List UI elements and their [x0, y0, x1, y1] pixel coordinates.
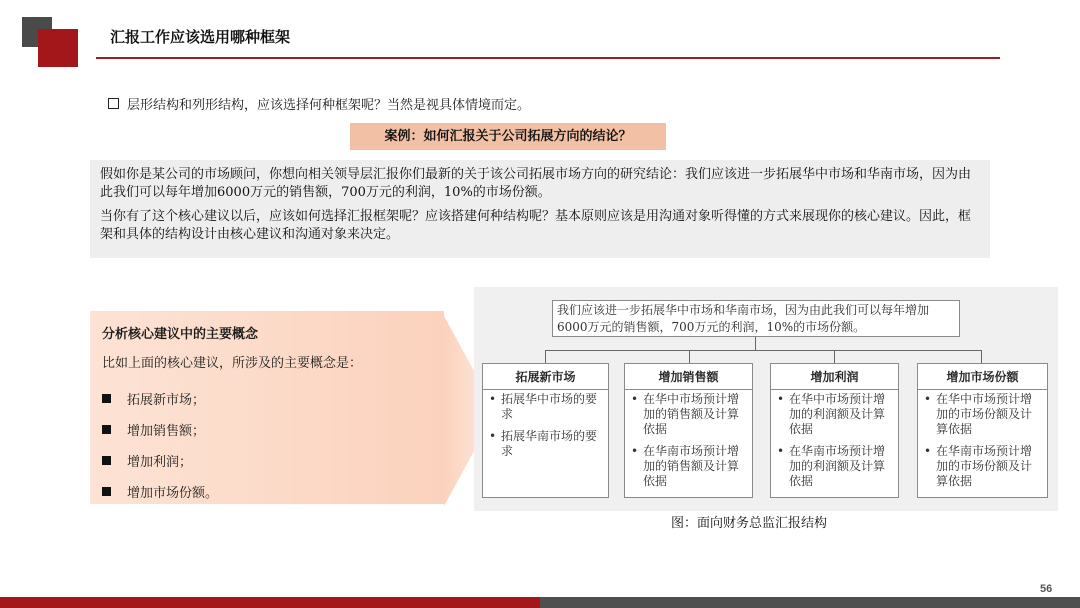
scenario-box [90, 160, 990, 258]
bullet-dot-icon: • [489, 392, 497, 406]
scenario-paragraph-2: 当你有了这个核心建议以后，应该如何选择汇报框架呢？应该搭建何种结构呢？基本原则应该是用沟通对象听得懂的方式来展现你的核心建议。因此，框架和具体的结构设计由核心建议和沟通对象来决定。 [100, 209, 972, 242]
page-title: 汇报工作应该选用哪种框架 [110, 28, 291, 46]
bullet-dot-icon: • [777, 444, 785, 458]
concept-item-label: 增加利润； [127, 455, 193, 470]
square-bullet-icon [102, 487, 111, 496]
diagram-top-node: 我们应该进一步拓展华中市场和华南市场，因为由此我们可以每年增加6000万元的销售额，700万元的利润，10%的市场份额。 [552, 300, 960, 337]
column-header: 拓展新市场 [483, 364, 608, 390]
concept-item-label: 增加市场份额。 [127, 486, 219, 501]
title-divider [96, 57, 1000, 59]
diagram-column-profit [770, 363, 899, 498]
footer-bar-red [0, 597, 540, 608]
connector-vertical-main [755, 337, 756, 350]
column-item: 在华中市场预计增加的销售额及计算依据 [643, 392, 740, 436]
scenario-paragraph-1: 假如你是某公司的市场顾问，你想向相关领导层汇报你们最新的关于该公司拓展市场方向的研究结论：我们应该进一步拓展华中市场和华南市场，因为由此我们可以每年增加6000万元的销售额，700万元的利润，10%的市场份额。 [100, 167, 972, 200]
column-item: 在华中市场预计增加的利润额及计算依据 [789, 392, 886, 436]
bullet-dot-icon: • [924, 444, 932, 458]
bullet-dot-icon: • [924, 392, 932, 406]
bullet-dot-icon: • [631, 392, 639, 406]
square-bullet-icon [102, 425, 111, 434]
connector-drop-1 [545, 350, 546, 363]
figure-caption: 图：面向财务总监汇报结构 [671, 516, 828, 531]
square-bullet-icon [102, 456, 111, 465]
logo-red-square [38, 29, 78, 67]
concept-item [102, 414, 432, 445]
column-item: 拓展华南市场的要求 [501, 429, 598, 458]
bullet-dot-icon: • [489, 429, 497, 443]
concept-item [102, 383, 432, 414]
diagram-column-sales [624, 363, 753, 498]
concept-item-label: 拓展新市场； [127, 393, 206, 408]
concept-intro: 比如上面的核心建议，所涉及的主要概念是： [102, 356, 363, 371]
bullet-dot-icon: • [631, 444, 639, 458]
column-item: 在华南市场预计增加的利润额及计算依据 [789, 444, 886, 488]
column-header: 增加利润 [771, 364, 898, 390]
concept-title: 分析核心建议中的主要概念 [102, 327, 259, 342]
square-bullet-icon [102, 394, 111, 403]
intro-text: 层形结构和列形结构，应该选择何种框架呢？当然是视具体情境而定。 [127, 98, 531, 113]
hollow-square-bullet-icon [108, 98, 119, 109]
concept-panel [90, 311, 444, 504]
diagram-column-share [917, 363, 1048, 498]
connector-drop-4 [981, 350, 982, 363]
page-number: 56 [1040, 583, 1053, 595]
column-item: 在华南市场预计增加的销售额及计算依据 [643, 444, 740, 488]
column-item: 拓展华中市场的要求 [501, 392, 598, 421]
connector-drop-2 [689, 350, 690, 363]
footer-bar-gray [540, 597, 1080, 608]
bullet-dot-icon: • [777, 392, 785, 406]
intro-line [108, 94, 530, 113]
concept-item [102, 476, 432, 507]
case-banner: 案例：如何汇报关于公司拓展方向的结论？ [350, 123, 666, 150]
diagram-column-market [482, 363, 609, 498]
column-item: 在华南市场预计增加的市场份额及计算依据 [936, 444, 1033, 488]
connector-drop-3 [834, 350, 835, 363]
concept-item [102, 445, 432, 476]
connector-horizontal [545, 350, 981, 351]
column-header: 增加市场份额 [918, 364, 1047, 390]
concept-item-label: 增加销售额； [127, 424, 206, 439]
column-header: 增加销售额 [625, 364, 752, 390]
column-item: 在华中市场预计增加的市场份额及计算依据 [936, 392, 1033, 436]
